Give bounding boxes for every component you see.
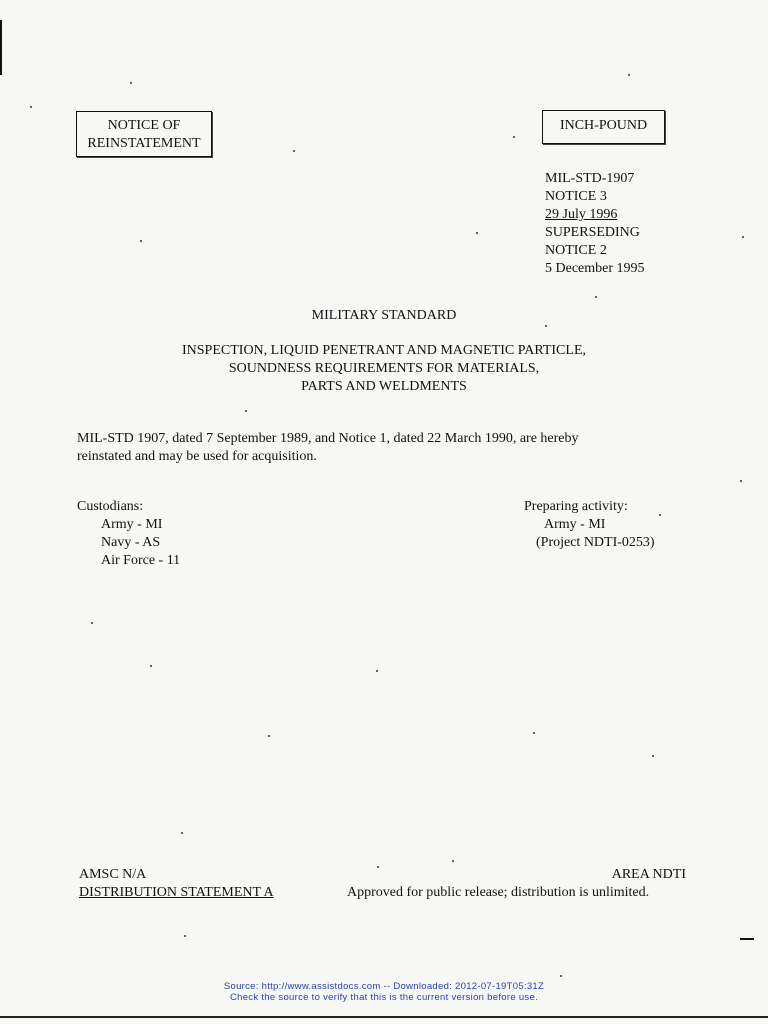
scan-speck (595, 296, 597, 298)
preparing-activity-name: Army - MI (544, 517, 606, 532)
notice-box-line1: NOTICE OF (107, 118, 181, 133)
scan-speck (376, 670, 378, 672)
source-footer-line-1: Source: http://www.assistdocs.com -- Downloaded: 2012-07-19T05:31Z (223, 981, 545, 992)
scan-speck (91, 622, 93, 624)
amsc-label: AMSC N/A (79, 867, 147, 882)
scan-speck (293, 150, 295, 152)
notice-of-reinstatement-box (76, 111, 212, 157)
superseding-label: SUPERSEDING (545, 225, 640, 240)
previous-notice-date: 5 December 1995 (545, 261, 645, 276)
scan-speck (659, 514, 661, 516)
scan-speck (245, 410, 247, 412)
scan-speck (742, 236, 744, 238)
source-footer-line-2: Check the source to verify that this is the current version before use. (229, 992, 539, 1003)
scan-bottom-edge (0, 1016, 768, 1018)
scan-speck (652, 755, 654, 757)
subject-line-1: INSPECTION, LIQUID PENETRANT AND MAGNETIC PARTICLE, (182, 343, 586, 358)
scan-speck (130, 82, 132, 84)
paragraph-line-2: reinstated and may be used for acquisition. (77, 449, 317, 464)
scan-speck (184, 935, 186, 937)
scan-speck (476, 232, 478, 234)
preparing-activity-block (524, 498, 655, 552)
approval-statement: Approved for public release; distribution is unlimited. (347, 885, 650, 900)
doc-number: MIL-STD-1907 (545, 171, 635, 186)
notice-box-line2: REINSTATEMENT (87, 136, 201, 151)
preparing-activity-label: Preparing activity: (524, 499, 628, 514)
scan-speck (377, 866, 379, 868)
custodian-item: Navy - AS (101, 535, 161, 550)
area-label: AREA NDTI (611, 867, 686, 882)
reinstatement-paragraph (77, 430, 579, 466)
notice-date: 29 July 1996 (545, 207, 618, 222)
subject-line-2: SOUNDNESS REQUIREMENTS FOR MATERIALS, (228, 361, 540, 376)
scan-speck (628, 74, 630, 76)
scan-speck (533, 732, 535, 734)
standard-title: MILITARY STANDARD (311, 308, 457, 323)
scan-speck (150, 665, 152, 667)
doc-id-block (545, 170, 645, 278)
custodians-block (77, 498, 180, 570)
custodians-label: Custodians: (77, 499, 144, 514)
notice-number: NOTICE 3 (545, 189, 607, 204)
scan-speck (740, 480, 742, 482)
distribution-statement: DISTRIBUTION STATEMENT A (79, 885, 274, 900)
scan-edge-mark (0, 20, 2, 75)
scan-speck (268, 735, 270, 737)
custodian-item: Army - MI (101, 517, 163, 532)
inch-pound-label: INCH-POUND (559, 118, 648, 133)
scan-speck (452, 860, 454, 862)
margin-dash-mark (740, 938, 754, 940)
subject-line-3: PARTS AND WELDMENTS (301, 379, 467, 394)
inch-pound-box (542, 110, 665, 144)
scan-speck (181, 832, 183, 834)
paragraph-line-1: MIL-STD 1907, dated 7 September 1989, and Notice 1, dated 22 March 1990, are hereby (77, 431, 579, 446)
previous-notice: NOTICE 2 (545, 243, 607, 258)
scan-speck (513, 136, 515, 138)
scan-speck (30, 106, 32, 108)
scan-speck (140, 240, 142, 242)
scan-speck (545, 325, 547, 327)
preparing-activity-project: (Project NDTI-0253) (536, 535, 655, 550)
scan-speck (560, 975, 562, 977)
custodian-item: Air Force - 11 (101, 553, 181, 568)
